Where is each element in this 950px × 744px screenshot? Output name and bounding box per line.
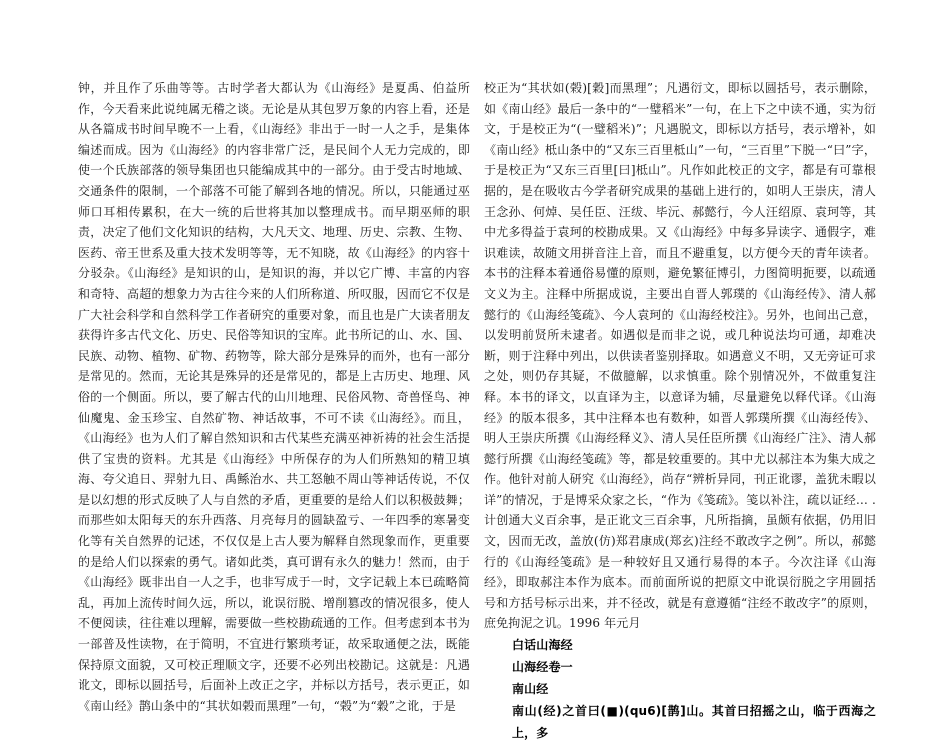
heading-chapter: 南山经: [512, 682, 549, 697]
first-classic-line: 南山(经)之首曰(■)(qu6)[鹊]山。其首曰招摇之山，临于西海之上，多: [512, 704, 876, 741]
heading-volume: 山海经卷一: [512, 660, 573, 675]
right-column: [484, 78, 876, 744]
left-body-text: 钟，并且作了乐曲等等。古时学者大都认为《山海经》是夏禹、伯益所作，今天看来此说纯属无稽之谈。无论是从其包罗万象的内容上看，还是从各篇成书时间早晚不一上看，《山海经》非出于一时一人之手，是集体编述而成。因为《山海经》的内容非常广泛，是民间个人无力完成的，即使一个氏族部落的领导集团也只能编成其中的一部分。由于受古时地域、交通条件的限制，一个部落不可能了解到各地的情况。所以，只能通过巫师口耳相传累积，在大一统的后世将其加以整理成书。而早期巫师的职责，决定了他们文化知识的结构，大凡天文、地理、历史、宗教、生物、医药、帝王世系及重大技术发明等等，无不知晓，故《山海经》的内容十分驳杂。《山海经》是知识的山，是知识的海，并以它广博、丰富的内容和奇特、高超的想象力为古往今来的人们所称道、所叹服，因而它不仅是广大社会科学和自然科学工作者研究的重要对象，而且也是广大读者朋友获得许多古代文化、历史、民俗等知识的宝库。此书所记的山、水、国、民族、动物、植物、矿物、药物等，除大部分是殊异的而外，也有一部分是常见的。然而，无论其是殊异的还是常见的，都是上古历史、地理、风俗的一个侧面。所以，要了解古代的山川地理、民俗风物、奇兽怪鸟、神仙魔鬼、金玉珍宝、自然矿物、神话故事，不可不读《山海经》。而且，《山海经》也为人们了解自然知识和古代某些充满巫神祈祷的社会生活提供了宝贵的资料。尤其是《山海经》中所保存的为人们所熟知的精卫填海、夸父追日、羿射九日、禹鲧治水、共工怒触不周山等神话传说，不仅是以幻想的形式反映了人与自然的矛盾，更重要的是给人们以积极鼓舞；而那些如太阳每天的东升西落、月亮每月的圆缺盈亏、一年四季的寒暑变化等有关自然界的记述，不仅仅是上古人要为解释自然现象而作，更重要的是给人们以探索的勇气。诸如此类，真可谓有永久的魅力！然而，由于《山海经》既非出自一人之手，也非写成于一时，文字记载上本已疏略简乱，再加上流传时间久远，所以，讹误衍脱、增削篡改的情况很多，使人不便阅读，往往难以理解，需要做一些校勘疏通的工作。但考虑到本书为一部普及性读物，在于简明，不宜进行繁琐考证，故采取通便之法，既能保持原文面貌，又可校正理顺文字，还要不必列出校勘记。这就是：凡遇讹文，即标以圆括号，后面补上改正之字，并标以方括号，表示更正，如《南山经》鹊山条中的“其状如榖而黑理”一句，“榖”为“穀”之讹，于是: [78, 81, 470, 713]
left-column: [78, 78, 470, 716]
heading-book-title: 白话山海经: [512, 638, 573, 653]
right-body-text: 校正为“其状如(榖)[穀]而黑理”；凡遇衍文，即标以圆括号，表示删除，如《南山经》最后一条中的“一璧稻米”一句，在上下之中读不通，实为衍文，于是校正为“(一璧稻米)”；凡遇脱文，即标以方括号，表示增补，如《南山经》柢山条中的“又东三百里柢山”一句，“三百里”下脱一“曰”字，于是校正为“又东三百里[曰]柢山”。凡作如此校正的文字，都是有可靠根据的，是在吸收古今学者研究成果的基础上进行的，如明人王崇庆，清人王念孙、何焯、吴任臣、汪绂、毕沅、郝懿行，今人汪绍原、袁珂等，其中尤多得益于袁珂的校勘成果。又《山海经》中每多异读字、通假字，难识难读，故随文用拼音注上音，而且不避重复，以方便今天的青年读者。本书的注释本着通俗易懂的原则，避免繁征博引，力图简明扼要，以疏通文义为主。注释中所据成说，主要出自晋人郭璞的《山海经传》、清人郝懿行的《山海经笺疏》、今人袁珂的《山海经校注》。另外，也间出己意，以发明前贤所未逮者。如遇似是而非之说，或几种说法均可通，却难决断，则于注释中列出，以供读者鉴别择取。如遇意义不明，又无旁证可求之处，则仍存其疑，不做臆解，以求慎重。除个别情况外，不做重复注释。本书的译文，以直译为主，以意译为辅，尽量避免以释代译。《山海经》的版本很多，其中注释本也有数种，如晋人郭璞所撰《山海经传》、明人王崇庆所撰《山海经释义》、清人吴任臣所撰《山海经广注》、清人郝懿行所撰《山海经笺疏》等，都是较重要的。其中尤以郝注本为集大成之作。他针对前人研究《山海经》，尚存“辨析异同，刊正讹谬，盖犹未暇以详”的情况，于是博采众家之长，“作为《笺疏》。笺以补注，疏以证经… .计创通大义百余事，是正讹文三百余事，凡所指摘，虽颇有依据，仍用旧文，因而无改，盖放(仿)郑君康成(郑玄)注经不敢改字之例”。所以，郝懿行的《山海经笺疏》是一种较好且又通行易得的本子。今次注译《山海经》，即取郝注本作为底本。而前面所说的把原文中讹误衍脱之字用圆括号和方括号标示出来，并不径改，就是有意遵循“注经不敢改字”的原则，庶免拘泥之讥。1996 年元月: [484, 81, 876, 631]
